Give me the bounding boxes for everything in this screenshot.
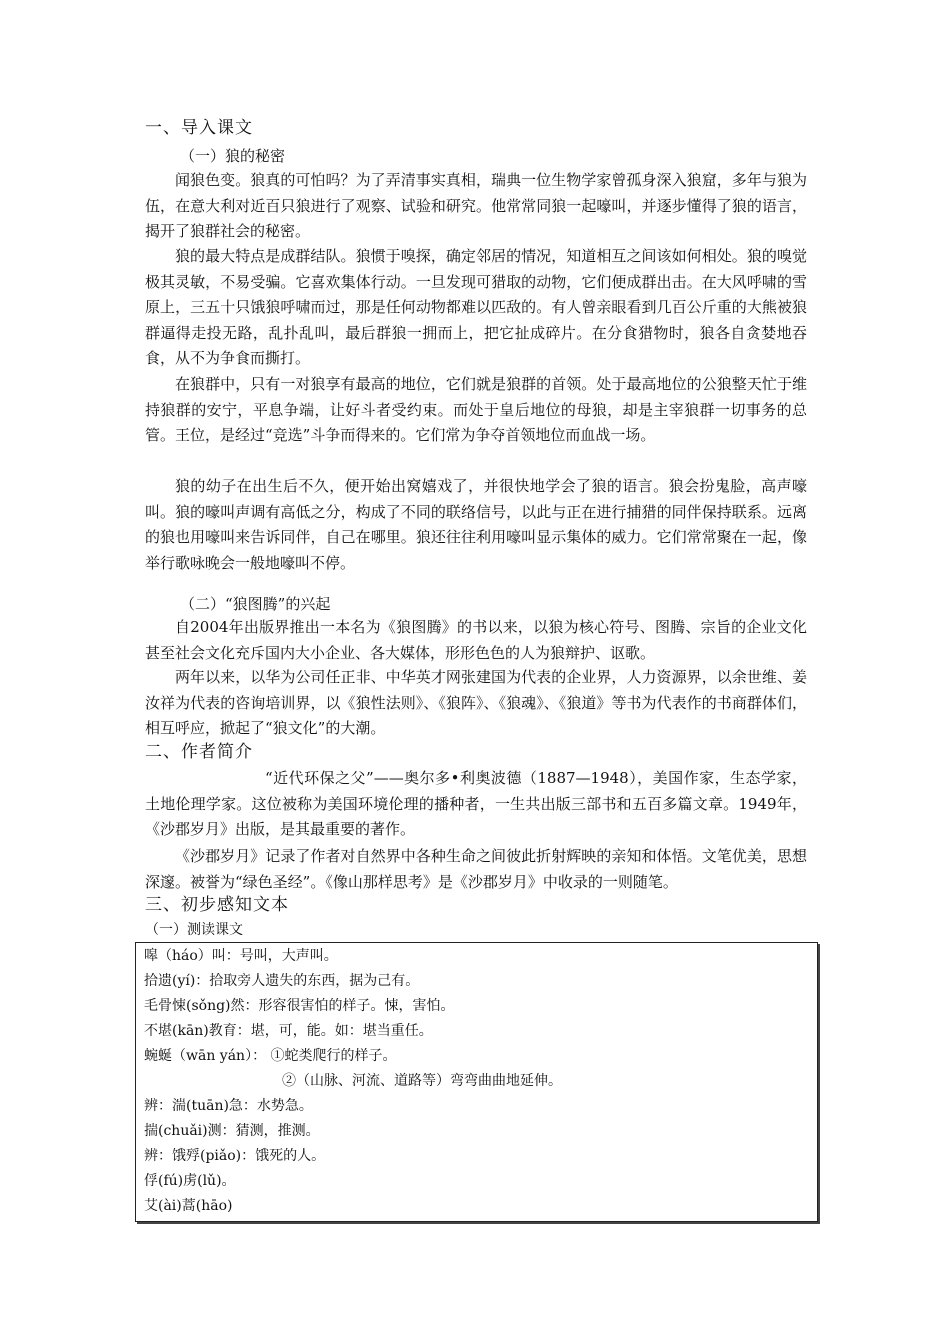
section-heading-author: 二、作者简介 — [145, 742, 253, 762]
section-heading-intro: 一、导入课文 — [145, 118, 253, 138]
vocab-item-shiyi: 拾遗(yí)：拾取旁人遗失的东西，据为己有。 — [144, 973, 420, 989]
paragraph-wolf-totem-2: 两年以来，以华为公司任正非、中华英才网张建国为代表的企业界，人力资源界，以余世维、姜汝祥为代表的咨询培训界，以《狼性法则》、《狼阵》、《狼魂》、《狼道》等书为代表作的书商群体们，相互呼应，掀起了“狼文化”的大潮。 — [145, 668, 807, 737]
vocab-item-chuaice: 揣(chuǎi)测：猜测，推测。 — [144, 1123, 320, 1139]
vocab-item-epiao: 辨：饿殍(piǎo)：饿死的人。 — [144, 1148, 326, 1164]
section-heading-perception: 三、初步感知文本 — [145, 895, 289, 915]
vocab-item-bukan: 不堪(kān)教育：堪，可，能。如：堪当重任。 — [144, 1023, 433, 1039]
paragraph-wolf-secret-2: 狼的最大特点是成群结队。狼惯于嗅探，确定邻居的情况，知道相互之间该如何相处。狼的嗅觉极其灵敏，不易受骗。它喜欢集体行动。一旦发现可猎取的动物，它们便成群出击。在大风呼啸的雪原上，三五十只饿狼呼啸而过，那是任何动物都难以匹敌的。有人曾亲眼看到几百公斤重的大熊被狼群逼得走投无路，乱扑乱叫，最后群狼一拥而上，把它扯成碎片。在分食猎物时，狼各自贪婪地吞食，从不为争食而撕打。 — [145, 247, 807, 367]
vocab-item-fulu: 俘(fú)虏(lǔ)。 — [144, 1173, 236, 1189]
paragraph-wolf-secret-3: 在狼群中，只有一对狼享有最高的地位，它们就是狼群的首领。处于最高地位的公狼整天忙于维持狼群的安宁，平息争端，让好斗者受约束。而处于皇后地位的母狼，却是主宰狼群一切事务的总管。王位，是经过“竞选”斗争而得来的。它们常为争夺首领地位而血战一场。 — [145, 375, 807, 444]
paragraph-author-2: 《沙郡岁月》记录了作者对自然界中各种生命之间彼此折射辉映的亲知和体悟。文笔优美，思想深邃。被誉为“绿色圣经”。《像山那样思考》是《沙郡岁月》中收录的一则随笔。 — [145, 847, 807, 891]
vocab-item-hao: 嗥（háo）叫：号叫，大声叫。 — [144, 948, 338, 964]
subsection-title-wolf-totem: （二）“狼图腾”的兴起 — [180, 595, 331, 613]
vocab-item-maogusongran: 毛骨悚(sǒng)然：形容很害怕的样子。悚，害怕。 — [144, 998, 455, 1014]
subsection-title-wolf-secret: （一）狼的秘密 — [180, 147, 286, 165]
paragraph-wolf-totem-1: 自2004年出版界推出一本名为《狼图腾》的书以来，以狼为核心符号、图腾、宗旨的企业文化甚至社会文化充斥国内大小企业、各大媒体，形形色色的人为狼辩护、讴歌。 — [145, 618, 807, 662]
vocab-item-wanyan-meaning-2: ②（山脉、河流、道路等）弯弯曲曲地延伸。 — [282, 1073, 562, 1089]
subsection-title-reading: （一）测读课文 — [145, 922, 243, 938]
paragraph-wolf-secret-1: 闻狼色变。狼真的可怕吗？为了弄清事实真相，瑞典一位生物学家曾孤身深入狼窟，多年与狼为伍，在意大利对近百只狼进行了观察、试验和研究。他常常同狼一起嚎叫，并逐步懂得了狼的语言，揭开了狼群社会的秘密。 — [145, 171, 807, 240]
vocab-item-wanyan: 蜿蜒（wān yán）： ①蛇类爬行的样子。 — [144, 1048, 397, 1064]
paragraph-author-1: “近代环保之父”——奥尔多•利奥波德（1887—1948），美国作家，生态学家，土地伦理学家。这位被称为美国环境伦理的播种者，一生共出版三部书和五百多篇文章。1949年，《沙郡岁月》出版，是其最重要的著作。 — [145, 769, 807, 838]
paragraph-wolf-secret-4: 狼的幼子在出生后不久，便开始出窝嬉戏了，并很快地学会了狼的语言。狼会扮鬼脸，高声嚎叫。狼的嚎叫声调有高低之分，构成了不同的联络信号，以此与正在进行捕猎的同伴保持联系。远离的狼也用嚎叫来告诉同伴，自己在哪里。狼还往往利用嚎叫显示集体的威力。它们常常聚在一起，像举行歌咏晚会一般地嚎叫不停。 — [145, 477, 807, 572]
vocabulary-box — [135, 942, 818, 1222]
vocab-item-aihao: 艾(ài)蒿(hāo) — [144, 1198, 233, 1214]
vocab-item-tuanji: 辨：湍(tuān)急：水势急。 — [144, 1098, 313, 1114]
